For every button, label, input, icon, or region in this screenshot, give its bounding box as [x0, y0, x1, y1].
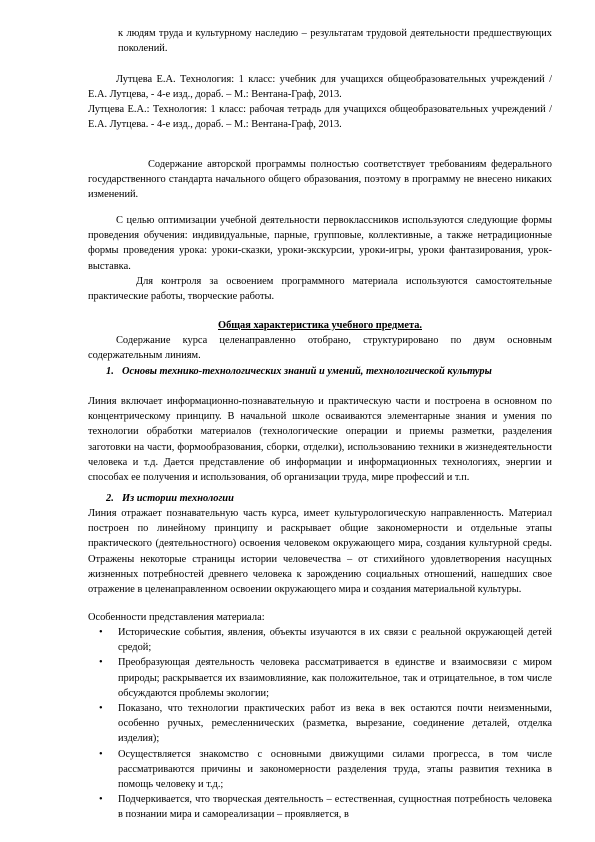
course-content-paragraph: Содержание курса целенаправленно отобрано, структурировано по двум основным содержательным линиям. [88, 335, 552, 362]
list-item [88, 655, 552, 701]
list-item-text: Преобразующая деятельность человека рассматривается в единстве и взаимосвязи с миром природы; раскрывается их взаимовлияние, как положительное, так и отрицательное, в том числе обсуждаются проблемы экологии; [118, 657, 552, 699]
list-item-text: Осуществляется знакомство с основными движущими силами прогресса, в том числе рассматриваются причины и закономерности разделения труда, этапы развития техника в помощь человеку и т.д.; [118, 748, 552, 791]
bullet-icon: • [99, 627, 103, 638]
content-line-2-title: Из истории технологии [122, 493, 234, 504]
bullet-icon: • [99, 703, 103, 715]
features-list [88, 625, 552, 823]
list-item [88, 625, 552, 655]
list-item [88, 701, 552, 747]
list-item-text: Подчеркивается, что творческая деятельность – естественная, сущностная потребность человека в познании мира и самореализации – проявляется, в [118, 794, 552, 821]
reference-workbook: Лутцева Е.А.: Технология: 1 класс: рабочая тетрадь для учащихся общеобразовательных учреждений / Е.А. Лутцева. - 4-е изд., дораб. – М.: Вентана-Граф, 2013. [88, 104, 552, 131]
intro-continuation: к людям труда и культурному наследию – результатам трудовой деятельности предшествующих поколений. [118, 28, 552, 55]
content-line-1-heading [88, 364, 552, 379]
content-line-1-paragraph: Линия включает информационно-познавательную и практическую части и построена в основном по концентрическому принципу. В начальной школе осваиваются элементарные знания и умения по технологии обработки материалов (технологические операции и приемы разметки, разделения заготовки на части, формообразования, сборки, отделки), использованию техники в жизнедеятельности человека и т.д. Дается представление об информации и информационных технологиях, энергии и способах ее получения и использования, об организации труда, мире профессий и т.п. [88, 396, 552, 484]
compliance-paragraph: Содержание авторской программы полностью соответствует требованиям федерального государственного стандарта начального общего образования, поэтому в программу не внесено никаких изменений. [88, 159, 552, 201]
features-label: Особенности представления материала: [88, 612, 265, 623]
content-line-1-number: 1. [106, 366, 114, 377]
content-line-2-heading [88, 491, 552, 506]
list-item [88, 792, 552, 822]
content-line-2-paragraph: Линия отражает познавательную часть курса, имеет культурологическую направленность. Материал построен по линейному принципу и раскрывает общие закономерности и отдельные этапы практического (деятельностного) освоения человеком окружающего мира, создания культурной среды. Отражены некоторые страницы истории человечества – от стихийного удовлетворения насущных жизненных потребностей древнего человека к зарождению социальных отношений, нашедших свое отражение в целенаправленном освоении окружающего мира и создания материальной культуры. [88, 508, 552, 596]
list-item-text: Показано, что технологии практических работ из века в век остаются почти неизменными, особенно ручных, ремесленнических (разметка, вырезание, соединение деталей, отделка изделия); [118, 703, 552, 745]
forms-paragraph: С целью оптимизации учебной деятельности первоклассников используются следующие формы проведения обучения: индивидуальные, парные, групповые, коллективные, а также нетрадиционные формы проведения урока: уроки-сказки, уроки-экскурсии, уроки-игры, уроки фантазирования, урок-выставка. [88, 215, 552, 272]
bullet-icon: • [99, 794, 103, 806]
list-item-text: Исторические события, явления, объекты изучаются в их связи с реальной окружающей детей средой; [118, 627, 552, 654]
reference-textbook: Лутцева Е.А. Технология: 1 класс: учебник для учащихся общеобразовательных учреждений / Е.А. Лутцева, - 4-е изд., дораб. – М.: Вентана-Граф, 2013. [88, 74, 552, 101]
content-line-1-title: Основы технико-технологических знаний и умений, технологической культуры [122, 366, 492, 377]
bullet-icon: • [99, 657, 103, 669]
list-item [88, 747, 552, 793]
section-heading: Общая характеристика учебного предмета. [218, 320, 422, 331]
content-line-2-number: 2. [106, 493, 114, 504]
control-paragraph: Для контроля за освоением программного материала используются самостоятельные практические работы, творческие работы. [88, 276, 552, 303]
bullet-icon: • [99, 748, 103, 760]
